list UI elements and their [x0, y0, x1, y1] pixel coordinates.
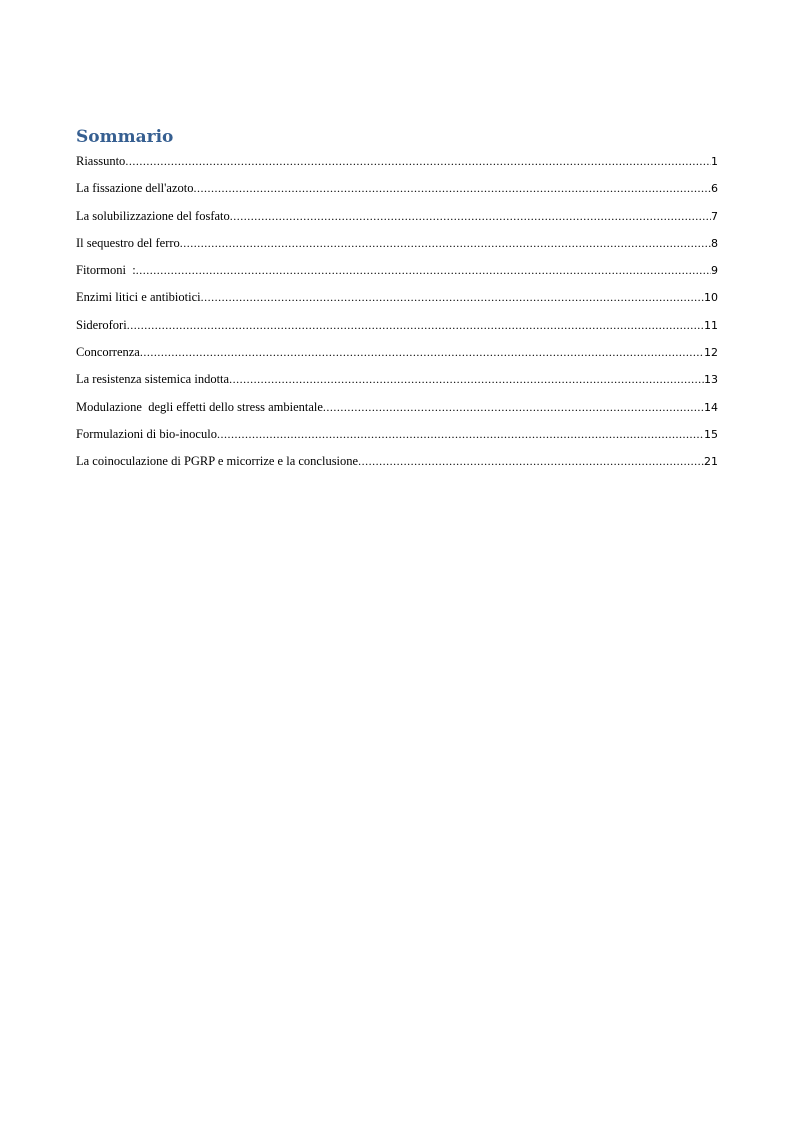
dot-leader	[193, 177, 711, 199]
toc-entry-label: Concorrenza	[76, 345, 140, 360]
toc-entry-label: Fitormoni :	[76, 263, 136, 278]
dot-leader	[140, 341, 704, 363]
toc-entry-solubilizzazione-fosfato[interactable]	[76, 205, 718, 232]
dot-leader	[136, 259, 711, 281]
toc-page-number: 15	[704, 427, 718, 441]
toc-entry-label: Formulazioni di bio-inoculo	[76, 426, 217, 441]
toc-entry-fissazione-azoto[interactable]	[76, 177, 718, 204]
toc-page-number: 14	[704, 400, 718, 414]
toc-page-number: 8	[711, 236, 718, 250]
toc-entry-label: La coinoculazione di PGRP e micorrize e la conclusione	[76, 454, 359, 469]
toc-page-number: 11	[704, 318, 718, 332]
toc-entry-sequestro-ferro[interactable]	[76, 232, 718, 259]
toc-page-number: 1	[711, 155, 718, 168]
toc-entry-label: Siderofori	[76, 317, 127, 332]
toc-page-number: 7	[711, 209, 718, 223]
toc-entry-label: La resistenza sistemica indotta	[76, 372, 230, 387]
toc-entry-label: La solubilizzazione del fosfato	[76, 208, 230, 223]
toc-entry-siderofori[interactable]	[76, 314, 718, 341]
toc-entry-formulazioni-bio-inoculo[interactable]	[76, 423, 718, 450]
dot-leader	[127, 314, 704, 336]
toc-entry-concorrenza[interactable]	[76, 341, 718, 368]
toc-entry-label: Riassunto	[76, 154, 126, 168]
dot-leader	[358, 450, 704, 472]
toc-entry-modulazione-stress[interactable]	[76, 396, 718, 423]
dot-leader	[180, 232, 711, 254]
toc-entry-label: Enzimi litici e antibiotici	[76, 290, 201, 305]
table-of-contents	[76, 150, 718, 478]
toc-entry-label: Il sequestro del ferro	[76, 235, 180, 250]
dot-leader	[323, 396, 704, 418]
toc-title: Sommario	[76, 127, 174, 147]
toc-entry-enzimi-litici[interactable]	[76, 286, 718, 313]
toc-page-number: 12	[704, 346, 718, 360]
toc-page-number: 6	[711, 182, 718, 196]
toc-entry-riassunto[interactable]	[76, 150, 718, 177]
toc-page-number: 13	[704, 373, 718, 387]
toc-entry-label: La fissazione dell'azoto	[76, 181, 194, 196]
toc-page-number: 21	[704, 455, 718, 469]
dot-leader	[201, 286, 704, 308]
dot-leader	[217, 423, 704, 445]
toc-entry-resistenza-sistemica[interactable]	[76, 368, 718, 395]
toc-page-number: 10	[704, 291, 718, 305]
toc-entry-fitormoni[interactable]	[76, 259, 718, 286]
toc-entry-label: Modulazione degli effetti dello stress ambientale	[76, 399, 323, 414]
toc-page-number: 9	[711, 264, 718, 278]
dot-leader	[125, 150, 711, 172]
toc-entry-coinoculazione[interactable]	[76, 450, 718, 477]
dot-leader	[229, 368, 704, 390]
dot-leader	[230, 205, 711, 227]
